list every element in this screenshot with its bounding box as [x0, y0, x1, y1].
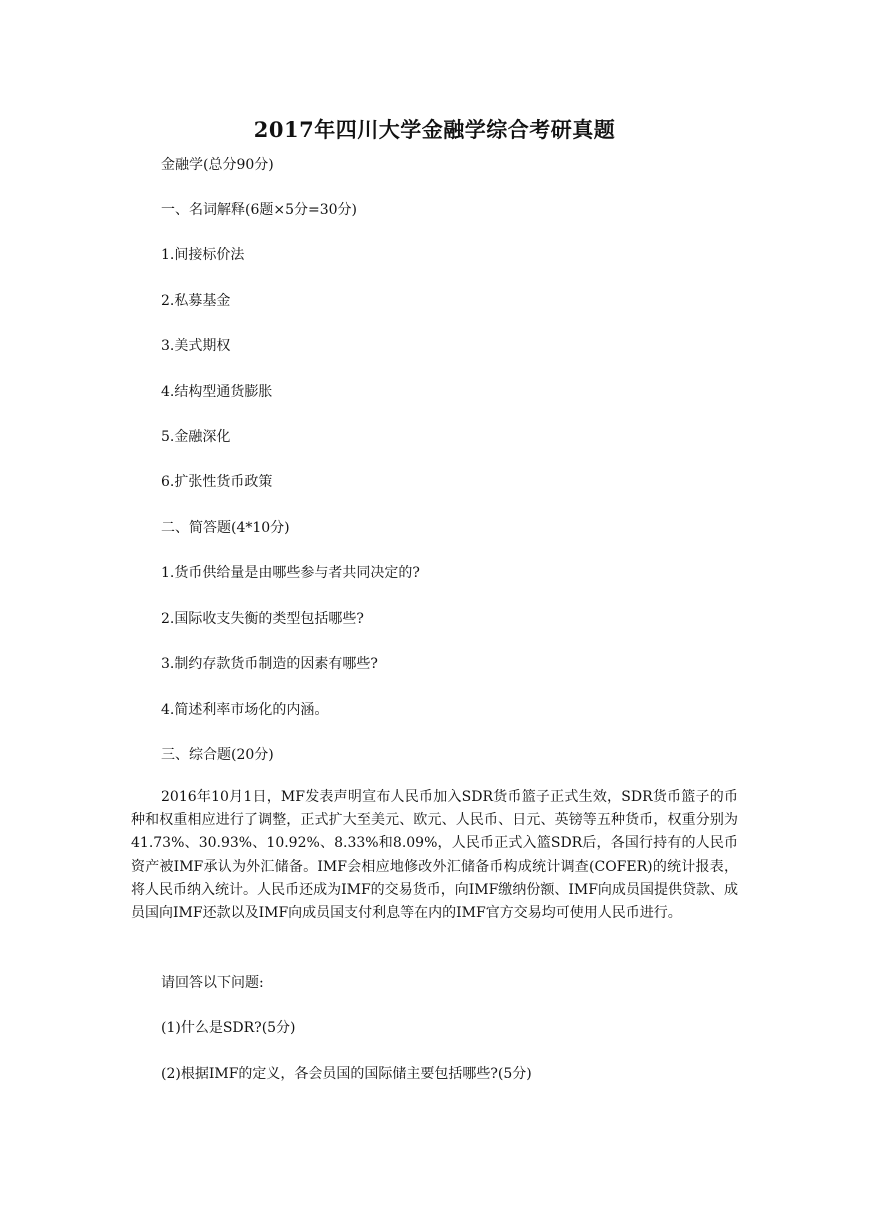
- short-answer-item: 4.简述利率市场化的内涵。: [161, 702, 329, 718]
- document-title: 2017年四川大学金融学综合考研真题: [253, 117, 616, 142]
- subtitle: 金融学(总分90分): [161, 157, 274, 173]
- term-item: 5.金融深化: [161, 429, 231, 445]
- short-answer-item: 1.货币供给量是由哪些参与者共同决定的?: [161, 565, 420, 581]
- short-answer-item: 3.制约存款货币制造的因素有哪些?: [161, 656, 378, 672]
- term-item: 4.结构型通货膨胀: [161, 384, 273, 400]
- section3-heading: 三、综合题(20分): [161, 747, 274, 763]
- section2-heading: 二、简答题(4*10分): [161, 520, 290, 536]
- term-item: 6.扩张性货币政策: [161, 474, 273, 490]
- short-answer-item: 2.国际收支失衡的类型包括哪些?: [161, 611, 364, 627]
- term-item: 2.私募基金: [161, 293, 231, 309]
- case-paragraph-text: 2016年10月1日，MF发表声明宣布人民币加入SDR货币篮子正式生效，SDR货币篮子的币种和权重相应进行了调整，正式扩大至美元、欧元、人民币、日元、英镑等五种货币，权重分别为41.73%、30.93%、10.92%、8.33%和8.09%，人民币正式入篮SDR后，各国行持有的人民币资产被IMF承认为外汇储备。IMF会相应地修改外汇储备币构成统计调查(COFER)的统计报表，将人民币纳入统计。人民币还成为IMF的交易货币，向IMF缴纳份额、IMF向成员国提供贷款、成员国向IMF还款以及IMF向成员国支付利息等在内的IMF官方交易均可使用人民币进行。: [131, 789, 738, 922]
- case-question: (2)根据IMF的定义，各会员国的国际储主要包括哪些?(5分): [161, 1066, 532, 1082]
- case-question: (1)什么是SDR?(5分): [161, 1020, 296, 1036]
- question-prompt: 请回答以下问题:: [161, 975, 264, 991]
- section1-heading: 一、名词解释(6题×5分=30分): [161, 202, 358, 218]
- term-item: 1.间接标价法: [161, 247, 245, 263]
- case-paragraph: [131, 786, 738, 925]
- term-item: 3.美式期权: [161, 338, 231, 354]
